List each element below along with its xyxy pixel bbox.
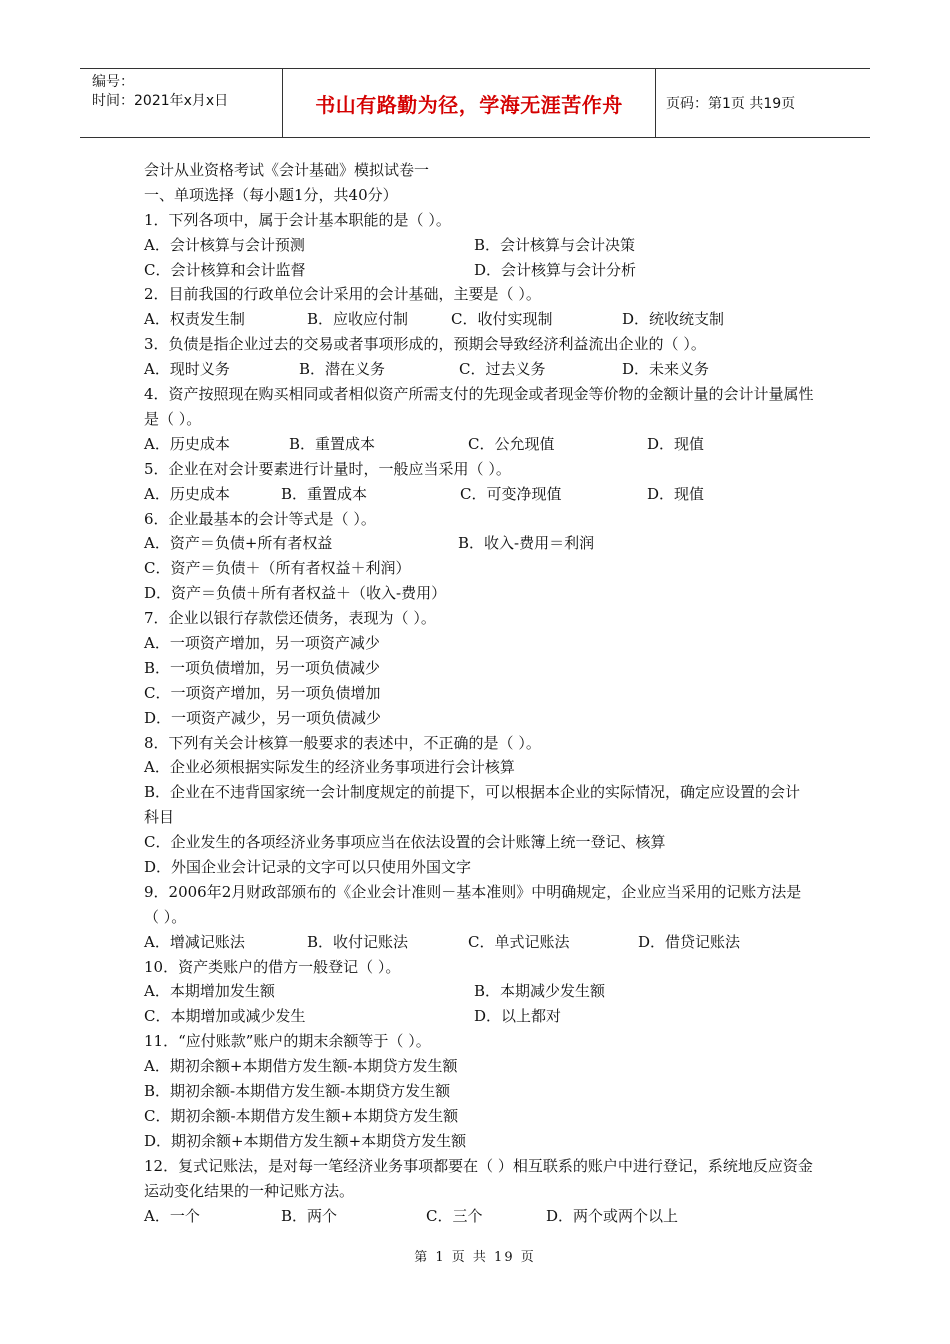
options-row	[144, 979, 814, 1004]
options-row	[144, 1204, 814, 1229]
option-d: D．两个或两个以上	[546, 1206, 679, 1225]
option-b: B．重置成本	[281, 484, 368, 503]
options-row	[144, 258, 814, 283]
option-c: C．单式记账法	[468, 932, 570, 951]
options-row	[144, 1004, 814, 1029]
option-a: A．资产＝负债+所有者权益	[144, 534, 333, 553]
option-a: A．权责发生制	[144, 310, 245, 329]
header-right	[656, 69, 870, 137]
header-left	[80, 69, 282, 137]
option-c: C．资产＝负债＋（所有者权益＋利润）	[144, 559, 411, 578]
option-c: C．会计核算和会计监督	[144, 260, 306, 279]
option-d: D．现值	[647, 434, 705, 453]
option-b: B．应收应付制	[307, 310, 409, 329]
option-b: B．收付记账法	[307, 932, 409, 951]
option-a: A．期初余额+本期借方发生额-本期贷方发生额	[144, 1057, 458, 1076]
option-b: B．两个	[281, 1206, 338, 1225]
question-7: 7．企业以银行存款偿还债务，表现为（ ）。	[144, 609, 436, 628]
option-b: B．潜在义务	[299, 360, 386, 379]
question-12: 12．复式记账法，是对每一笔经济业务事项都要在（ ）相互联系的账户中进行登记，系统地反应资金运动变化结果的一种记账方法。	[144, 1156, 813, 1200]
options-row	[144, 930, 814, 955]
number-label: 编号：	[92, 74, 134, 90]
page-footer: 第 1 页 共 19 页	[414, 1250, 536, 1265]
option-a: A．本期增加发生额	[144, 982, 275, 1001]
question-8: 8．下列有关会计核算一般要求的表述中，不正确的是（ ）。	[144, 733, 541, 752]
option-d: D．现值	[647, 484, 705, 503]
options-row	[144, 531, 814, 556]
exam-title: 会计从业资格考试《会计基础》模拟试卷一	[144, 161, 430, 179]
motto: 书山有路勤为径，学海无涯苦作舟	[315, 92, 623, 117]
option-b: B．重置成本	[289, 434, 376, 453]
time-label: 时间：2021年x月x日	[92, 93, 229, 109]
option-c: C．企业发生的各项经济业务事项应当在依法设置的会计账簿上统一登记、核算	[144, 833, 666, 852]
option-a: A．历史成本	[144, 484, 230, 503]
options-row	[144, 233, 814, 258]
option-d: D．统收统支制	[622, 310, 725, 329]
header-motto-cell	[282, 69, 656, 137]
option-a: A．一项资产增加，另一项资产减少	[144, 633, 380, 652]
option-c: C．公允现值	[468, 434, 555, 453]
option-d: D．借贷记账法	[638, 932, 741, 951]
option-d: D．外国企业会计记录的文字可以只使用外国文字	[144, 858, 472, 876]
option-d: D．资产＝负债＋所有者权益＋（收入-费用）	[144, 584, 447, 603]
page-header	[80, 68, 870, 138]
question-1: 1．下列各项中，属于会计基本职能的是（ ）。	[144, 210, 451, 229]
option-a: A．历史成本	[144, 434, 230, 453]
option-c: C．一项资产增加，另一项负债增加	[144, 683, 381, 702]
option-c: C．本期增加或减少发生	[144, 1007, 306, 1026]
question-11: 11．“应付账款”账户的期末余额等于（ ）。	[144, 1032, 431, 1051]
option-c: C．收付实现制	[451, 310, 553, 329]
option-a: A．一个	[144, 1206, 200, 1225]
question-4: 4．资产按照现在购买相同或者相似资产所需支付的先现金或者现金等价物的金额计量的会计计量属性是（ ）。	[144, 385, 814, 428]
options-row	[144, 482, 814, 507]
question-2: 2．目前我国的行政单位会计采用的会计基础，主要是（ ）。	[144, 285, 541, 304]
question-10: 10．资产类账户的借方一般登记（ ）。	[144, 957, 401, 976]
section-heading: 一、单项选择（每小题1分，共40分）	[144, 185, 398, 204]
option-a: A．企业必须根据实际发生的经济业务事项进行会计核算	[144, 758, 515, 777]
page-label: 页码：第1页 共19页	[666, 96, 796, 112]
options-row	[144, 432, 814, 457]
question-3: 3．负债是指企业过去的交易或者事项形成的，预期会导致经济利益流出企业的（ ）。	[144, 335, 706, 354]
option-b: B．收入-费用＝利润	[458, 534, 595, 553]
option-c: C．过去义务	[459, 360, 546, 379]
options-row	[144, 357, 814, 382]
option-d: D．未来义务	[622, 360, 710, 379]
option-b: B．期初余额-本期借方发生额-本期贷方发生额	[144, 1082, 451, 1101]
option-d: D．一项资产减少，另一项负债减少	[144, 708, 382, 727]
option-b: B．本期减少发生额	[474, 982, 606, 1001]
option-d: D．期初余额+本期借方发生额+本期贷方发生额	[144, 1131, 467, 1150]
question-6: 6．企业最基本的会计等式是（ ）。	[144, 509, 376, 528]
option-c: C．三个	[426, 1206, 483, 1225]
option-c: C．期初余额-本期借方发生额+本期贷方发生额	[144, 1106, 459, 1125]
question-9: 9．2006年2月财政部颁布的《企业会计准则－基本准则》中明确规定，企业应当采用的记账方法是（ ）。	[144, 882, 802, 926]
option-c: C．可变净现值	[460, 484, 562, 503]
options-row	[144, 307, 814, 332]
option-b: B．会计核算与会计决策	[474, 235, 636, 254]
exam-content	[144, 158, 814, 1228]
option-a: A．现时义务	[144, 360, 230, 379]
question-5: 5．企业在对会计要素进行计量时，一般应当采用（ ）。	[144, 459, 511, 478]
option-b: B．企业在不违背国家统一会计制度规定的前提下，可以根据本企业的实际情况，确定应设置的会计科目	[144, 783, 801, 827]
option-d: D．以上都对	[474, 1007, 562, 1026]
option-d: D．会计核算与会计分析	[474, 260, 637, 279]
option-b: B．一项负债增加，另一项负债减少	[144, 658, 381, 677]
option-a: A．会计核算与会计预测	[144, 235, 305, 254]
option-a: A．增减记账法	[144, 932, 245, 951]
